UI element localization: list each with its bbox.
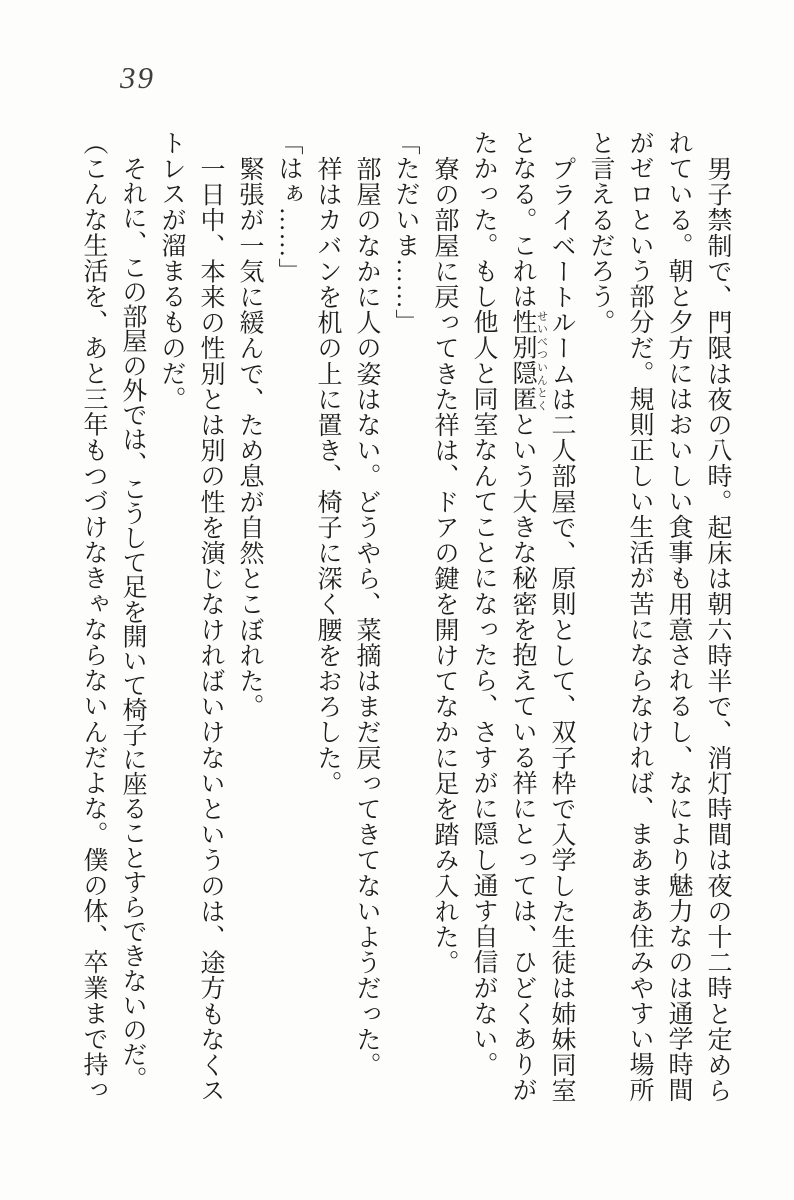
ruby-annotation: せいべついんとく — [535, 309, 548, 412]
paragraph-stress: 一日中、本来の性別とは別の性を演じなければいけないというのは、途方もなくストレスが溜まるものだ。 — [158, 130, 224, 1103]
page-number: 39 — [120, 60, 155, 95]
dialogue-sigh: 「はぁ……」 — [275, 130, 302, 284]
paragraph-inner-thought: （こんな生活を、あと三年もつづけなきゃならないんだよな。僕の体、卒業まで持っ — [80, 130, 107, 1103]
paragraph-dorm-rules: 男子禁制で、門限は夜の八時。起床は朝六時半で、消灯時間は夜の十二時と定められている。朝と夕方にはおいしい食事も用意されるし、なにより魅力なのは通学時間がゼロという部分だ。規則正しい生活が苦にならなければ、まあまあ住みやすい場所と言えるだろう。 — [587, 130, 731, 1103]
paragraph-private-room-rest: という大きな秘密を抱えている祥にとっては、ひどくありがたかった。もし他人と同室なんてことになったら、さすがに隠し通す自信がない。 — [470, 130, 536, 1103]
paragraph-private-room — [464, 130, 581, 1108]
paragraph-sit-down: 祥はカバンを机の上に置き、椅子に深く腰をおろした。 — [314, 155, 341, 796]
paragraph-relax: 緊張が一気に緩んで、ため息が自然とこぼれた。 — [236, 155, 263, 719]
paragraph-private-room-lead: プライベートルームは二人部屋で、原則として、双子枠で入学した生徒は姉妹同室となる。これは — [509, 130, 575, 1103]
furigana-term — [509, 309, 548, 412]
paragraph-empty-room: 部屋のなかに人の姿はない。どうやら、菜摘はまだ戻ってきてないようだった。 — [353, 155, 380, 1078]
paragraph-return-to-room: 寮の部屋に戻ってきた祥は、ドアの鍵を開けてなかに足を踏み入れた。 — [431, 155, 458, 975]
dialogue-tadaima: 「ただいま……」 — [392, 130, 419, 335]
ruby-base: 性別隠匿 — [509, 309, 536, 412]
paragraph-outside-room: それに、この部屋の外では、こうして足を開いて椅子に座ることすらできないのだ。 — [119, 155, 146, 1091]
body-text — [74, 130, 737, 1108]
